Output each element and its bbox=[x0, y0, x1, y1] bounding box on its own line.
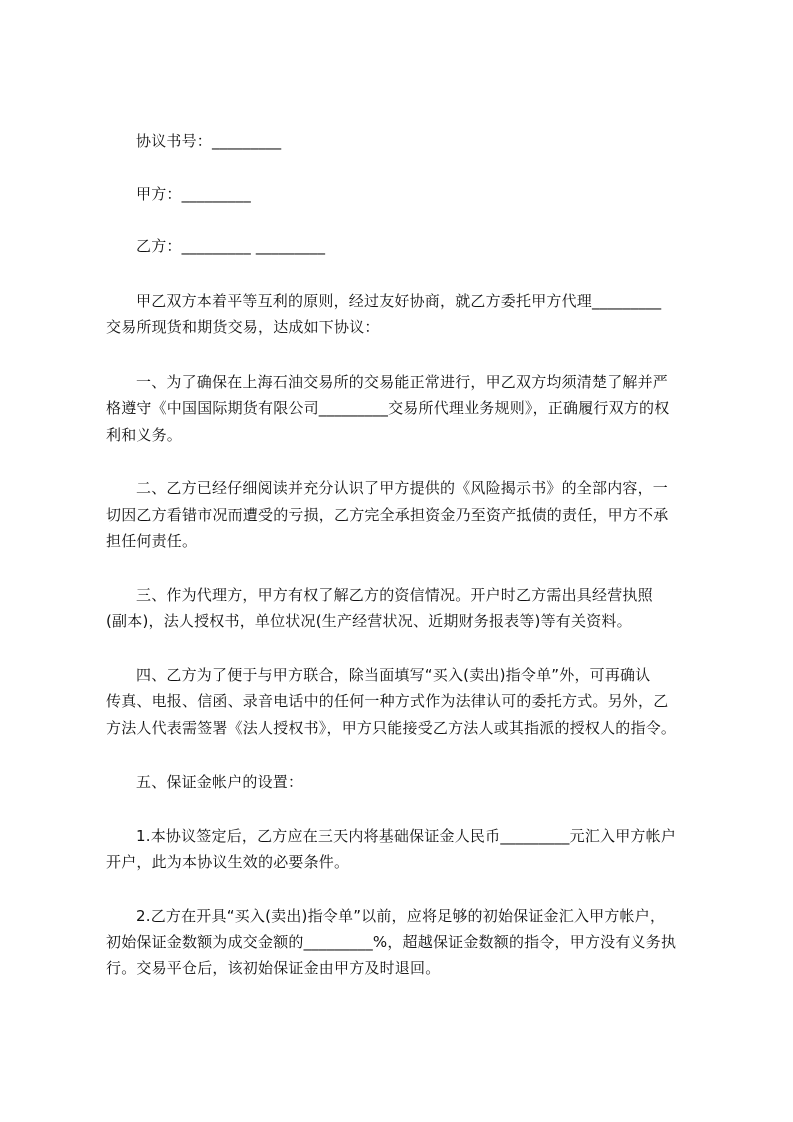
clause5-title: 五、保证金帐户的设置： bbox=[136, 773, 304, 791]
intro-line-1: 甲乙双方本着平等互利的原则，经过友好协商，就乙方委托甲方代理_________ bbox=[136, 292, 662, 310]
clause1-line-1: 一、为了确保在上海石油交易所的交易能正常进行，甲乙双方均须清楚了解并严 bbox=[136, 373, 669, 391]
clause5-item2-line-3: 行。交易平仓后，该初始保证金由甲方及时退回。 bbox=[106, 959, 441, 977]
clause4-line-3: 方法人代表需签署《法人授权书》，甲方只能接受乙方法人或其指派的授权人的指令。 bbox=[106, 719, 677, 737]
clause3-line-1: 三、作为代理方，甲方有权了解乙方的资信情况。开户时乙方需出具经营执照 bbox=[136, 586, 653, 604]
party-b-line: 乙方：_________ _________ bbox=[136, 237, 326, 255]
clause4-line-1: 四、乙方为了便于与甲方联合，除当面填写“买入(卖出)指令单”外，可再确认 bbox=[136, 666, 651, 684]
clause4-line-2: 传真、电报、信函、录音电话中的任何一种方式作为法律认可的委托方式。另外，乙 bbox=[106, 692, 669, 710]
clause2-line-1: 二、乙方已经仔细阅读并充分认识了甲方提供的《风险揭示书》的全部内容，一 bbox=[136, 479, 669, 497]
clause5-item2-line-1: 2.乙方在开具“买入(卖出)指令单”以前，应将足够的初始保证金汇入甲方帐户， bbox=[136, 907, 666, 925]
party-a-line: 甲方：_________ bbox=[136, 185, 251, 203]
clause1-line-3: 利和义务。 bbox=[106, 426, 183, 444]
clause1-line-2: 格遵守《中国国际期货有限公司_________交易所代理业务规则》，正确履行双方的权 bbox=[106, 399, 670, 417]
clause3-line-2: (副本)，法人授权书，单位状况(生产经营状况、近期财务报表等)等有关资料。 bbox=[106, 612, 632, 630]
clause2-line-3: 担任何责任。 bbox=[106, 532, 198, 550]
clause5-item1-line-1: 1.本协议签定后，乙方应在三天内将基础保证金人民币_________元汇入甲方帐户 bbox=[136, 827, 677, 845]
clause5-item2-line-2: 初始保证金数额为成交金额的_________%，超越保证金数额的指令，甲方没有义务执 bbox=[106, 933, 677, 951]
clause2-line-2: 切因乙方看错市况而遭受的亏损，乙方完全承担资金乃至资产抵债的责任，甲方不承 bbox=[106, 506, 669, 524]
intro-line-2: 交易所现货和期货交易，达成如下协议： bbox=[106, 318, 380, 336]
agreement-number-line: 协议书号：_________ bbox=[136, 132, 282, 150]
clause5-item1-line-2: 开户，此为本协议生效的必要条件。 bbox=[106, 853, 350, 871]
